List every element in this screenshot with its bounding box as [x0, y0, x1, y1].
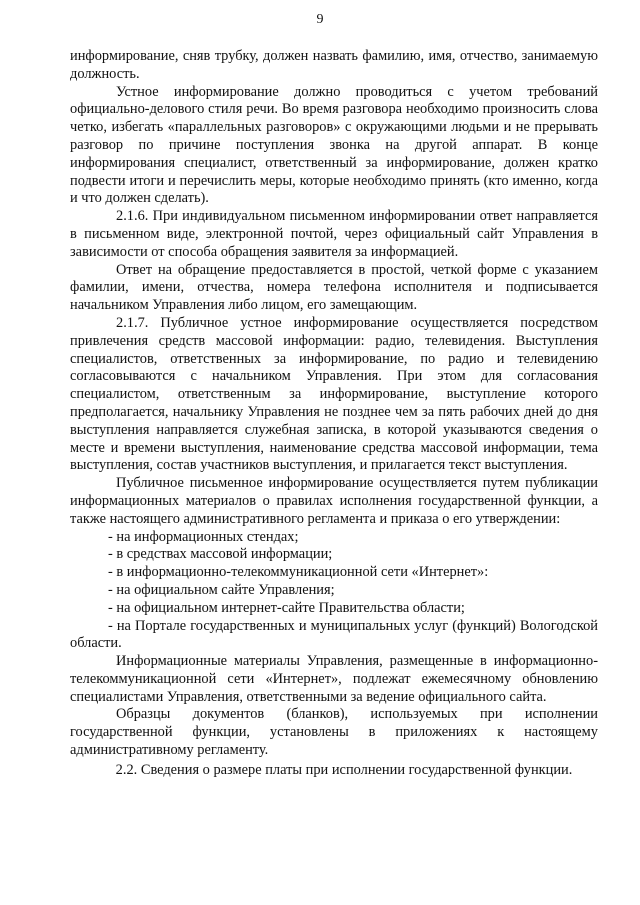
page-number: 9	[316, 12, 324, 27]
list-item: - в средствах массовой информации;	[108, 546, 333, 563]
list-item: - на информационных стендах;	[108, 528, 299, 545]
paragraph: Публичное письменное информирование осуществляется путем публикации информационных материалов о правилах исполнения государственной функции, а также настоящего административного регламента и приказа о его утверждении:	[70, 475, 598, 527]
paragraph: 2.1.7. Публичное устное информирование осуществляется посредством привлечения средств массовой информации: радио, телевидения. Выступления специалистов, ответственных за информирование, по радио и телевидению согласовываются с начальником Управления. При этом для согласования специалистом, ответственным за информирование, выступление которого предполагается, начальнику Управления не позднее чем за пять рабочих дней до дня выступления направляется служебная записка, в которой указываются сведения о месте и времени выступления, наименование средства массовой информации, тема выступления, состав участников выступления, и прилагается текст выступления.	[70, 314, 598, 474]
list-item: - в информационно-телекоммуникационной сети «Интернет»:	[108, 564, 489, 581]
paragraph: 2.1.6. При индивидуальном письменном информировании ответ направляется в письменном виде, электронной почтой, через официальный сайт Управления в зависимости от способа обращения заявителя за информацией.	[70, 208, 598, 260]
paragraph: Образцы документов (бланков), используемых при исполнении государственной функции, установлены в приложениях к настоящему административному регламенту.	[70, 706, 598, 759]
paragraph: Устное информирование должно проводиться с учетом требований официально-делового стиля речи. Во время разговора необходимо произносить слова четко, избегать «параллельных разговоров» с окружающими людьми и не прерывать разговор по причине поступления звонка на другой аппарат. В конце информирования специалист, ответственный за информирование, должен кратко подвести итоги и перечислить меры, которые необходимо принять (кто именно, когда и что должен сделать).	[70, 83, 598, 207]
section-heading: 2.2. Сведения о размере платы при исполнении государственной функции.	[115, 761, 573, 778]
list-item: - на официальном интернет-сайте Правительства области;	[108, 599, 465, 616]
paragraph: Ответ на обращение предоставляется в простой, четкой форме с указанием фамилии, имени, отчества, номера телефона исполнителя и подписывается начальником Управления либо лицом, его замещающим.	[70, 261, 598, 314]
list-item: - на Портале государственных и муниципальных услуг (функций) Вологодской области.	[70, 617, 598, 652]
list-item: - на официальном сайте Управления;	[108, 581, 335, 598]
paragraph: Информационные материалы Управления, размещенные в информационно-телекоммуникационной сети «Интернет», подлежат ежемесячному обновлению специалистами Управления, ответственными за ведение официального сайта.	[70, 653, 598, 705]
document-body	[70, 48, 598, 780]
paragraph: информирование, сняв трубку, должен назвать фамилию, имя, отчество, занимаемую должность.	[70, 48, 598, 82]
